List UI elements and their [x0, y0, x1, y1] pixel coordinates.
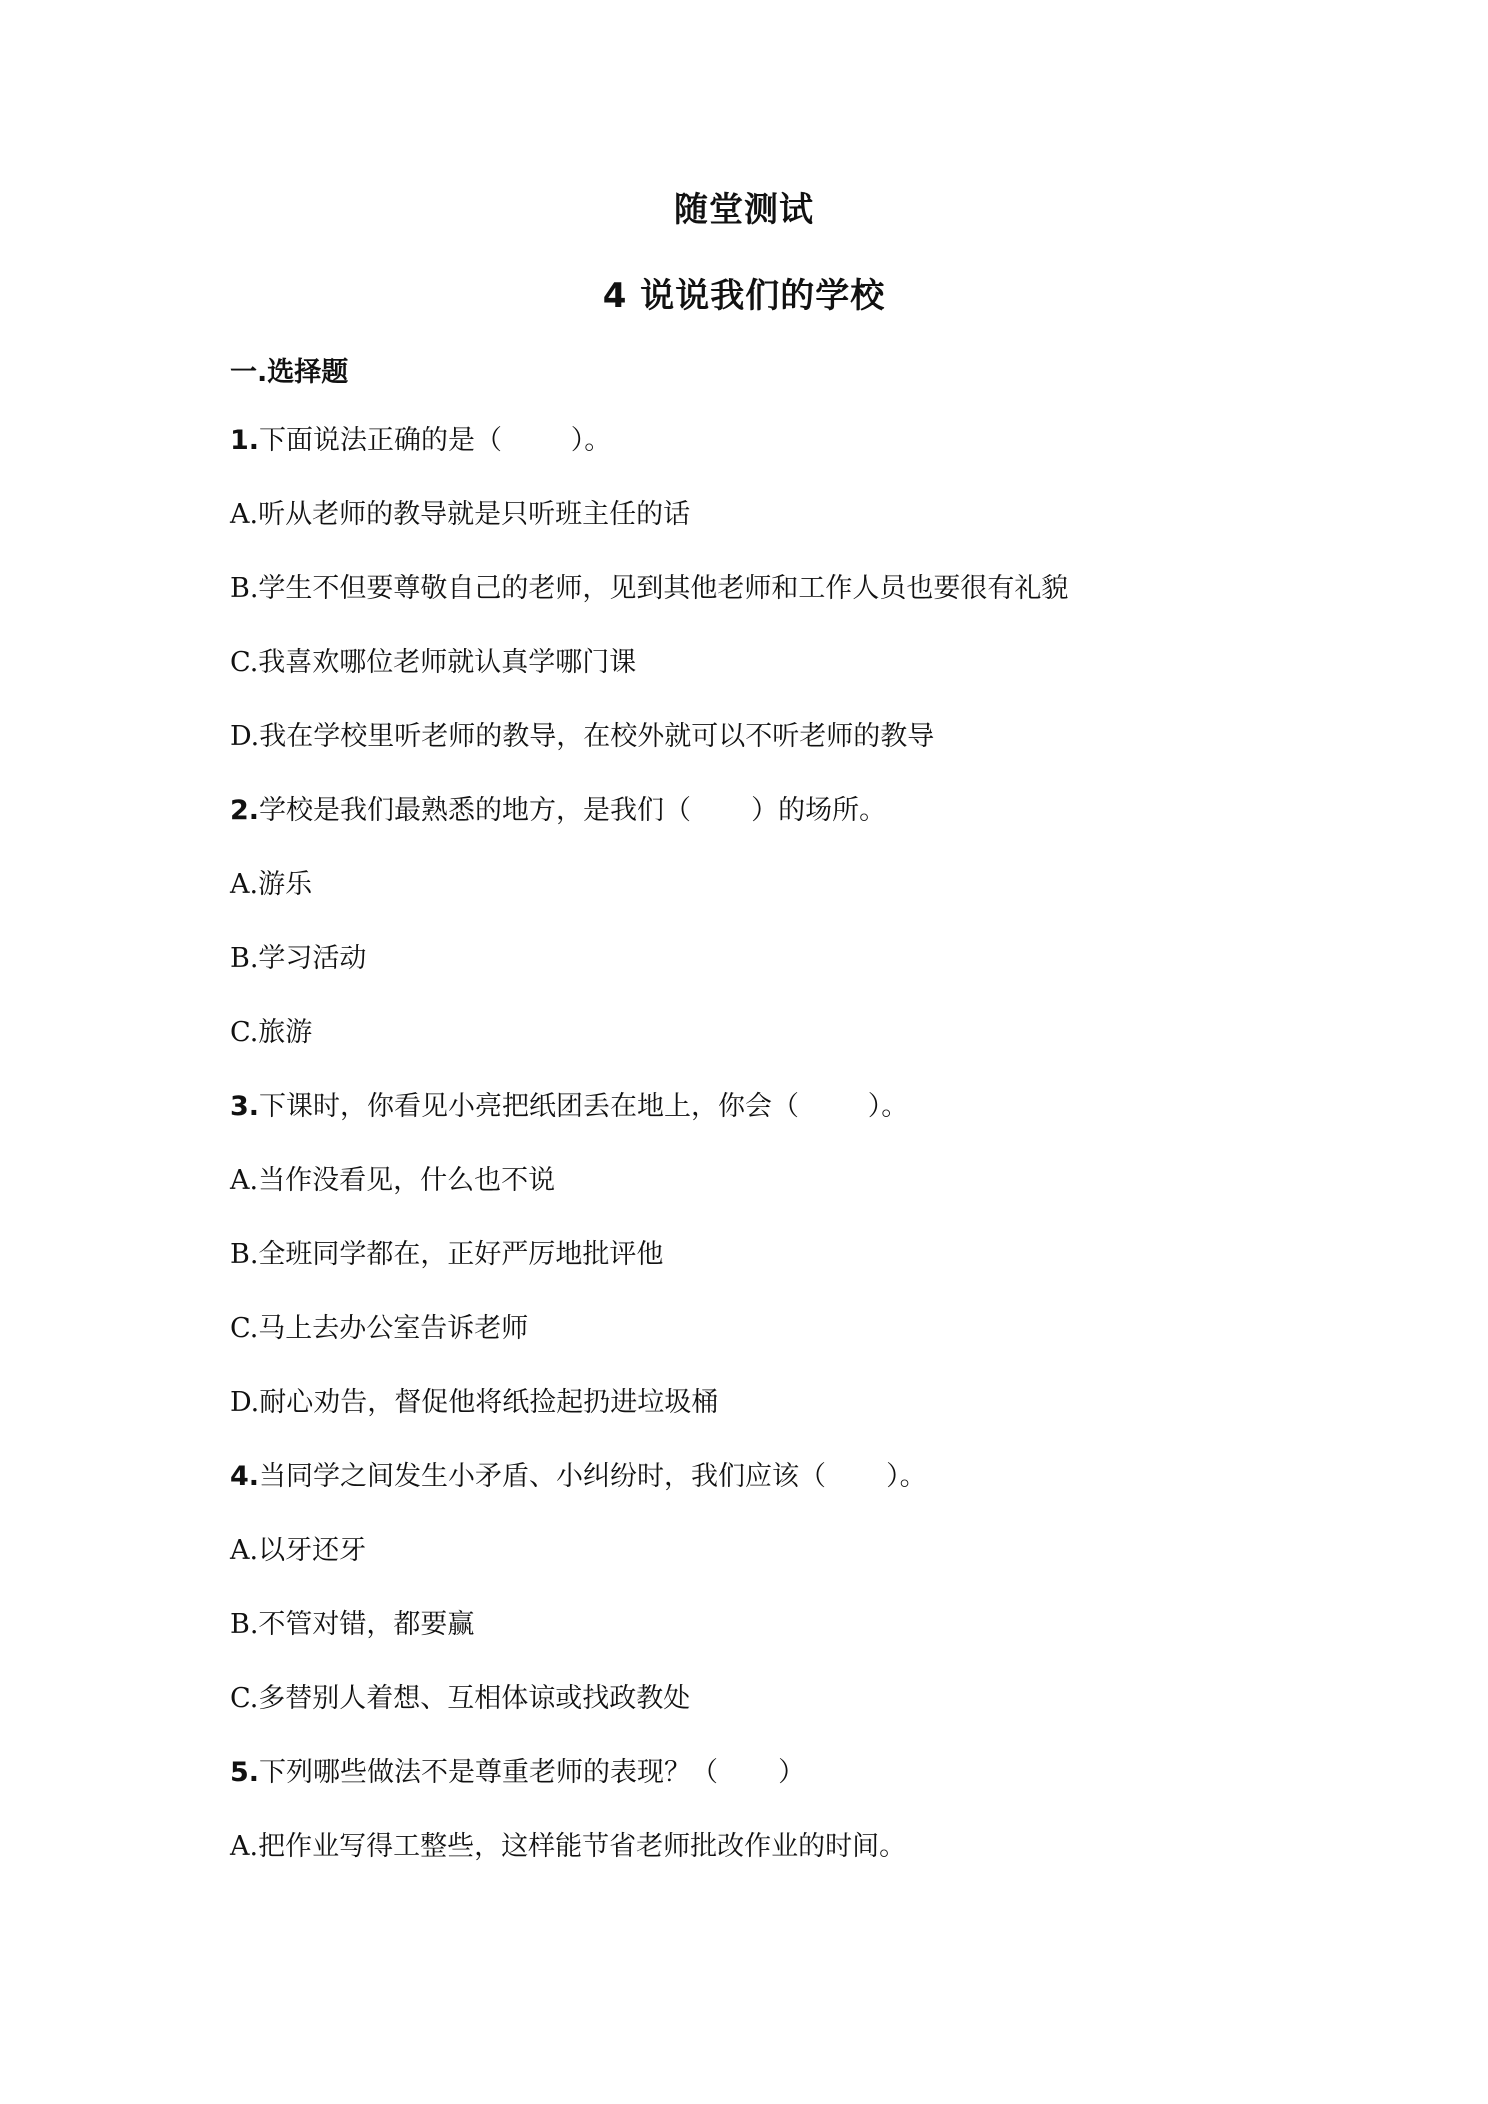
page-title: 随堂测试 — [674, 190, 814, 230]
question-1-option-a: A.听从老师的教导就是只听班主任的话 — [230, 499, 691, 530]
question-number: 5. — [230, 1757, 260, 1788]
question-number: 2. — [230, 795, 260, 826]
question-3-option-d: D.耐心劝告，督促他将纸捡起扔进垃圾桶 — [230, 1387, 719, 1418]
question-2-stem — [230, 794, 886, 828]
question-3-option-b: B.全班同学都在，正好严厉地批评他 — [230, 1239, 664, 1270]
question-number: 1. — [230, 425, 260, 456]
question-2-option-c: C.旅游 — [230, 1017, 313, 1048]
question-2-option-b: B.学习活动 — [230, 943, 367, 974]
question-3-stem — [230, 1090, 908, 1124]
question-2-option-a: A.游乐 — [230, 869, 313, 900]
question-text: 下课时，你看见小亮把纸团丢在地上，你会（ ）。 — [259, 1091, 909, 1122]
question-5-stem — [230, 1756, 805, 1790]
question-1-stem — [230, 424, 611, 458]
question-4-option-c: C.多替别人着想、互相体谅或找政教处 — [230, 1683, 691, 1714]
section-heading: 一.选择题 — [230, 357, 349, 388]
lesson-title: 4 说说我们的学校 — [602, 276, 886, 316]
question-text: 当同学之间发生小矛盾、小纠纷时，我们应该（ ）。 — [259, 1461, 927, 1492]
question-4-stem — [230, 1460, 927, 1494]
question-text: 学校是我们最熟悉的地方，是我们（ ）的场所。 — [259, 795, 887, 826]
question-text: 下列哪些做法不是尊重老师的表现？（ ） — [259, 1757, 806, 1788]
question-1-option-d: D.我在学校里听老师的教导，在校外就可以不听老师的教导 — [230, 721, 935, 752]
question-5-option-a: A.把作业写得工整些，这样能节省老师批改作业的时间。 — [230, 1831, 907, 1862]
question-4-option-b: B.不管对错，都要赢 — [230, 1609, 475, 1640]
question-3-option-a: A.当作没看见，什么也不说 — [230, 1165, 556, 1196]
question-1-option-c: C.我喜欢哪位老师就认真学哪门课 — [230, 647, 637, 678]
question-3-option-c: C.马上去办公室告诉老师 — [230, 1313, 529, 1344]
question-text: 下面说法正确的是（ ）。 — [259, 425, 612, 456]
question-1-option-b: B.学生不但要尊敬自己的老师，见到其他老师和工作人员也要很有礼貌 — [230, 573, 1069, 604]
question-4-option-a: A.以牙还牙 — [230, 1535, 367, 1566]
question-number: 3. — [230, 1091, 260, 1122]
question-number: 4. — [230, 1461, 260, 1492]
